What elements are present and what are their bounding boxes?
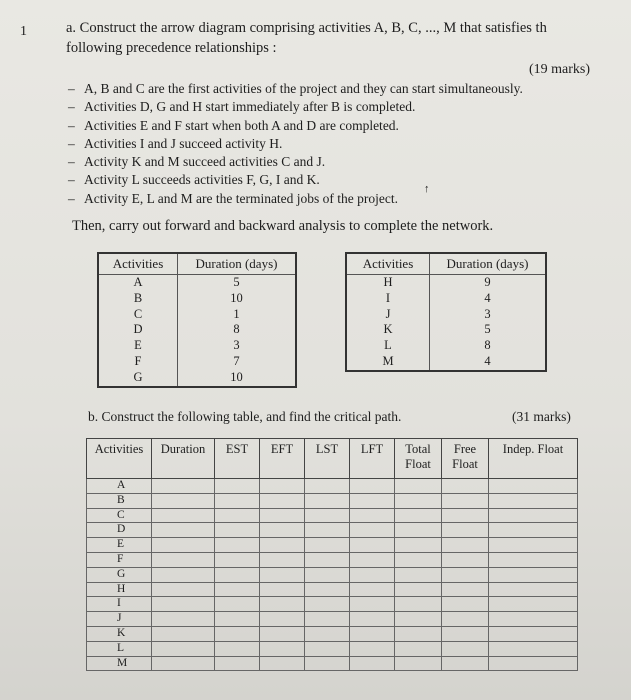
empty-cell[interactable] bbox=[350, 641, 395, 656]
table-row bbox=[346, 275, 546, 291]
empty-cell[interactable] bbox=[305, 656, 350, 671]
empty-cell[interactable] bbox=[305, 479, 350, 494]
table-row bbox=[98, 291, 296, 307]
empty-cell[interactable] bbox=[350, 567, 395, 582]
empty-cell[interactable] bbox=[395, 552, 442, 567]
empty-cell[interactable] bbox=[489, 552, 578, 567]
header-lft: LFT bbox=[350, 439, 395, 479]
empty-cell[interactable] bbox=[350, 612, 395, 627]
empty-cell[interactable] bbox=[215, 641, 260, 656]
empty-cell[interactable] bbox=[152, 508, 215, 523]
activity-cell: L bbox=[346, 338, 430, 354]
empty-cell[interactable] bbox=[350, 538, 395, 553]
activity-cell: D bbox=[87, 523, 152, 538]
duration-cell: 8 bbox=[178, 322, 297, 338]
empty-cell[interactable] bbox=[395, 612, 442, 627]
table-row bbox=[87, 582, 578, 597]
table-row bbox=[346, 322, 546, 338]
empty-cell[interactable] bbox=[152, 493, 215, 508]
empty-cell[interactable] bbox=[442, 523, 489, 538]
empty-cell[interactable] bbox=[489, 597, 578, 612]
header-total-float: Total Float bbox=[395, 439, 442, 479]
header-free-float: Free Float bbox=[442, 439, 489, 479]
duration-cell: 3 bbox=[178, 338, 297, 354]
empty-cell[interactable] bbox=[489, 493, 578, 508]
pen-mark-icon: ↑ bbox=[424, 183, 430, 195]
header-activities: Activities bbox=[98, 253, 178, 275]
activity-cell: J bbox=[346, 307, 430, 323]
activity-cell: F bbox=[98, 354, 178, 370]
empty-cell[interactable] bbox=[395, 641, 442, 656]
empty-cell[interactable] bbox=[152, 641, 215, 656]
empty-cell[interactable] bbox=[395, 538, 442, 553]
empty-cell[interactable] bbox=[489, 612, 578, 627]
empty-cell[interactable] bbox=[215, 612, 260, 627]
part-a-marks: (19 marks) bbox=[529, 62, 591, 77]
empty-cell[interactable] bbox=[442, 552, 489, 567]
empty-cell[interactable] bbox=[395, 567, 442, 582]
empty-cell[interactable] bbox=[489, 479, 578, 494]
relationship-item: – Activity K and M succeed activities C and J. bbox=[68, 153, 523, 171]
table-row bbox=[98, 322, 296, 338]
duration-cell: 10 bbox=[178, 370, 297, 387]
empty-cell[interactable] bbox=[350, 626, 395, 641]
header-duration: Duration bbox=[152, 439, 215, 479]
empty-cell[interactable] bbox=[305, 508, 350, 523]
duration-table-1 bbox=[97, 252, 297, 388]
activity-cell: H bbox=[87, 582, 152, 597]
empty-cell[interactable] bbox=[260, 641, 305, 656]
activity-cell: E bbox=[98, 338, 178, 354]
empty-cell[interactable] bbox=[152, 538, 215, 553]
table-row bbox=[98, 338, 296, 354]
empty-cell[interactable] bbox=[152, 567, 215, 582]
empty-cell[interactable] bbox=[350, 597, 395, 612]
precedence-list bbox=[68, 80, 523, 208]
empty-cell[interactable] bbox=[152, 523, 215, 538]
empty-cell[interactable] bbox=[260, 508, 305, 523]
empty-cell[interactable] bbox=[442, 538, 489, 553]
empty-cell[interactable] bbox=[215, 493, 260, 508]
empty-cell[interactable] bbox=[215, 567, 260, 582]
empty-cell[interactable] bbox=[489, 508, 578, 523]
intro-line-2: following precedence relationships : bbox=[66, 40, 277, 56]
empty-cell[interactable] bbox=[215, 656, 260, 671]
empty-cell[interactable] bbox=[305, 597, 350, 612]
empty-cell[interactable] bbox=[442, 656, 489, 671]
empty-cell[interactable] bbox=[152, 597, 215, 612]
table-row bbox=[87, 612, 578, 627]
empty-cell[interactable] bbox=[305, 523, 350, 538]
table-row bbox=[346, 307, 546, 323]
activity-cell: L bbox=[87, 641, 152, 656]
header-duration: Duration (days) bbox=[178, 253, 297, 275]
header-indep-float: Indep. Float bbox=[489, 439, 578, 479]
activity-cell: K bbox=[346, 322, 430, 338]
header-activities: Activities bbox=[87, 439, 152, 479]
empty-cell[interactable] bbox=[215, 523, 260, 538]
empty-cell[interactable] bbox=[442, 626, 489, 641]
question-number: 1 bbox=[20, 24, 27, 39]
empty-cell[interactable] bbox=[215, 479, 260, 494]
table-row bbox=[87, 626, 578, 641]
empty-cell[interactable] bbox=[395, 493, 442, 508]
activity-cell: F bbox=[87, 552, 152, 567]
empty-cell[interactable] bbox=[305, 612, 350, 627]
empty-cell[interactable] bbox=[305, 582, 350, 597]
table-row bbox=[87, 523, 578, 538]
duration-cell: 7 bbox=[178, 354, 297, 370]
activity-cell: I bbox=[346, 291, 430, 307]
empty-cell[interactable] bbox=[260, 626, 305, 641]
header-est: EST bbox=[215, 439, 260, 479]
empty-cell[interactable] bbox=[442, 597, 489, 612]
table-row bbox=[346, 291, 546, 307]
activity-cell: C bbox=[87, 508, 152, 523]
empty-cell[interactable] bbox=[260, 656, 305, 671]
activity-cell: E bbox=[87, 538, 152, 553]
empty-cell[interactable] bbox=[489, 656, 578, 671]
duration-cell: 10 bbox=[178, 291, 297, 307]
activity-cell: M bbox=[346, 354, 430, 371]
empty-cell[interactable] bbox=[152, 656, 215, 671]
empty-cell[interactable] bbox=[489, 582, 578, 597]
table-row bbox=[346, 354, 546, 371]
empty-cell[interactable] bbox=[152, 552, 215, 567]
duration-cell: 4 bbox=[430, 354, 547, 371]
table-row bbox=[87, 641, 578, 656]
empty-cell[interactable] bbox=[215, 597, 260, 612]
table-row bbox=[98, 307, 296, 323]
duration-cell: 4 bbox=[430, 291, 547, 307]
relationship-item: – Activity E, L and M are the terminated jobs of the project. bbox=[68, 190, 523, 208]
empty-cell[interactable] bbox=[260, 479, 305, 494]
empty-cell[interactable] bbox=[442, 479, 489, 494]
empty-cell[interactable] bbox=[305, 538, 350, 553]
empty-cell[interactable] bbox=[442, 508, 489, 523]
activity-cell: A bbox=[87, 479, 152, 494]
activity-cell: G bbox=[98, 370, 178, 387]
empty-cell[interactable] bbox=[305, 626, 350, 641]
activity-cell: D bbox=[98, 322, 178, 338]
table-row bbox=[87, 493, 578, 508]
header-lst: LST bbox=[305, 439, 350, 479]
duration-cell: 1 bbox=[178, 307, 297, 323]
empty-cell[interactable] bbox=[215, 538, 260, 553]
empty-cell[interactable] bbox=[152, 582, 215, 597]
table-row bbox=[87, 567, 578, 582]
empty-cell[interactable] bbox=[260, 597, 305, 612]
duration-table-2 bbox=[345, 252, 547, 372]
empty-cell[interactable] bbox=[395, 656, 442, 671]
empty-cell[interactable] bbox=[305, 567, 350, 582]
activity-cell: I bbox=[87, 597, 152, 612]
activity-cell: J bbox=[87, 612, 152, 627]
duration-cell: 5 bbox=[430, 322, 547, 338]
empty-cell[interactable] bbox=[442, 612, 489, 627]
part-b-marks: (31 marks) bbox=[512, 409, 571, 424]
relationship-item: – Activities I and J succeed activity H. bbox=[68, 135, 523, 153]
table-header-row bbox=[87, 439, 578, 479]
analysis-instruction: Then, carry out forward and backward analysis to complete the network. bbox=[72, 218, 494, 234]
duration-cell: 9 bbox=[430, 275, 547, 291]
empty-cell[interactable] bbox=[350, 656, 395, 671]
empty-cell[interactable] bbox=[215, 508, 260, 523]
empty-cell[interactable] bbox=[489, 567, 578, 582]
relationship-item: – Activities D, G and H start immediately after B is completed. bbox=[68, 98, 523, 116]
part-a-intro bbox=[66, 18, 631, 58]
empty-cell[interactable] bbox=[395, 626, 442, 641]
activity-cell: A bbox=[98, 275, 178, 291]
empty-cell[interactable] bbox=[442, 641, 489, 656]
empty-cell[interactable] bbox=[350, 523, 395, 538]
float-table bbox=[86, 438, 578, 671]
table-row bbox=[98, 275, 296, 291]
empty-cell[interactable] bbox=[350, 493, 395, 508]
empty-cell[interactable] bbox=[442, 567, 489, 582]
empty-cell[interactable] bbox=[305, 493, 350, 508]
table-row bbox=[87, 552, 578, 567]
empty-cell[interactable] bbox=[350, 479, 395, 494]
table-row bbox=[87, 508, 578, 523]
header-eft: EFT bbox=[260, 439, 305, 479]
empty-cell[interactable] bbox=[442, 582, 489, 597]
duration-cell: 5 bbox=[178, 275, 297, 291]
empty-cell[interactable] bbox=[215, 582, 260, 597]
empty-cell[interactable] bbox=[489, 626, 578, 641]
empty-cell[interactable] bbox=[489, 538, 578, 553]
duration-cell: 8 bbox=[430, 338, 547, 354]
empty-cell[interactable] bbox=[260, 538, 305, 553]
relationship-item: – A, B and C are the first activities of the project and they can start simultaneously. bbox=[68, 80, 523, 98]
empty-cell[interactable] bbox=[305, 641, 350, 656]
empty-cell[interactable] bbox=[350, 582, 395, 597]
table-row bbox=[87, 479, 578, 494]
activity-cell: G bbox=[87, 567, 152, 582]
empty-cell[interactable] bbox=[395, 479, 442, 494]
table-row bbox=[98, 370, 296, 387]
intro-line-1: a. Construct the arrow diagram comprising activities A, B, C, ..., M that satisfies th bbox=[66, 20, 547, 36]
empty-cell[interactable] bbox=[395, 523, 442, 538]
empty-cell[interactable] bbox=[489, 523, 578, 538]
empty-cell[interactable] bbox=[152, 612, 215, 627]
empty-cell[interactable] bbox=[152, 479, 215, 494]
duration-cell: 3 bbox=[430, 307, 547, 323]
float-table-body bbox=[87, 479, 578, 671]
empty-cell[interactable] bbox=[489, 641, 578, 656]
header-activities: Activities bbox=[346, 253, 430, 275]
table-row bbox=[87, 597, 578, 612]
empty-cell[interactable] bbox=[260, 612, 305, 627]
activity-cell: B bbox=[98, 291, 178, 307]
table-row bbox=[87, 656, 578, 671]
part-b-title: b. Construct the following table, and find the critical path. bbox=[88, 409, 402, 424]
empty-cell[interactable] bbox=[260, 582, 305, 597]
empty-cell[interactable] bbox=[350, 508, 395, 523]
relationship-item: – Activities E and F start when both A and D are completed. bbox=[68, 117, 523, 135]
empty-cell[interactable] bbox=[395, 508, 442, 523]
table-row bbox=[98, 354, 296, 370]
table-row bbox=[87, 538, 578, 553]
empty-cell[interactable] bbox=[260, 567, 305, 582]
empty-cell[interactable] bbox=[442, 493, 489, 508]
empty-cell[interactable] bbox=[305, 552, 350, 567]
empty-cell[interactable] bbox=[215, 626, 260, 641]
activity-cell: C bbox=[98, 307, 178, 323]
empty-cell[interactable] bbox=[152, 626, 215, 641]
table-row bbox=[346, 338, 546, 354]
activity-cell: M bbox=[87, 656, 152, 671]
empty-cell[interactable] bbox=[350, 552, 395, 567]
activity-cell: B bbox=[87, 493, 152, 508]
activity-cell: H bbox=[346, 275, 430, 291]
empty-cell[interactable] bbox=[215, 552, 260, 567]
empty-cell[interactable] bbox=[260, 552, 305, 567]
empty-cell[interactable] bbox=[395, 582, 442, 597]
empty-cell[interactable] bbox=[395, 597, 442, 612]
empty-cell[interactable] bbox=[260, 523, 305, 538]
header-duration: Duration (days) bbox=[430, 253, 547, 275]
relationship-item: – Activity L succeeds activities F, G, I and K. bbox=[68, 171, 523, 189]
activity-cell: K bbox=[87, 626, 152, 641]
empty-cell[interactable] bbox=[260, 493, 305, 508]
